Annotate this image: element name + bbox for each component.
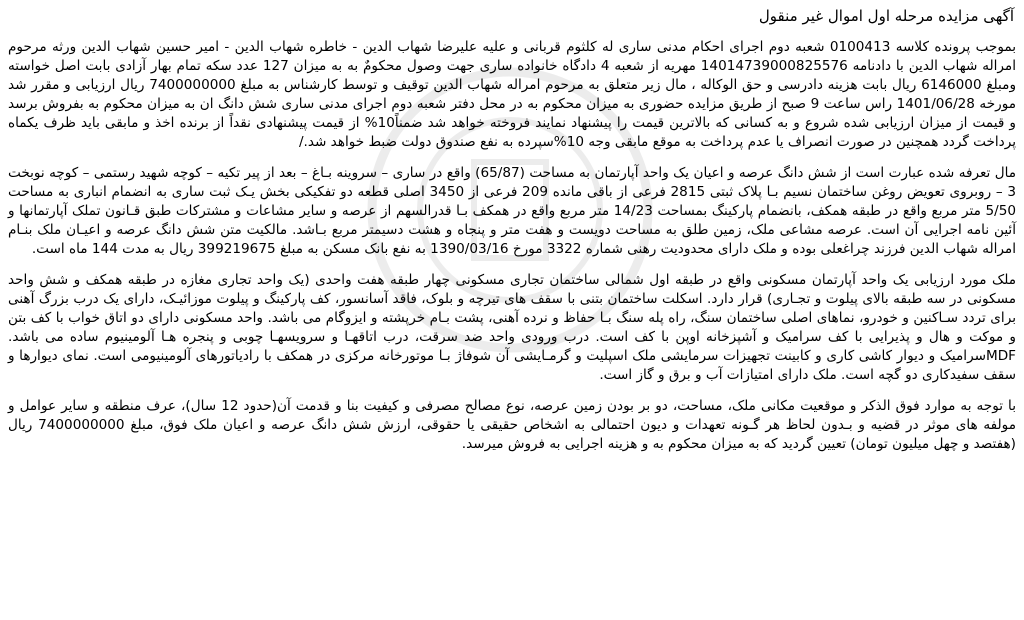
paragraph-valuation: با توجه به موارد فوق الذکر و موقعیت مکانی ملک، مساحت، دو بر بودن زمین عرصه، نوع مصالح مصرفی و کیفیت بنا و قدمت آن(حدود 12 سال)، عرف منطقه و سایر عوامل و مولفه های موثر در قضیه و بـدون لحاظ هر گـونه تعهدات و دیون احتمالی به اشخاص حقیقی یا حقوقی، ارزش شش دانگ عرصه و اعیان ملک فوق، مبلغ 7400000000 ریال (هفتصد و چهل میلیون تومان) تعیین گردید که به میزان محکوم به و هزینه اجرایی به فروش میرسد. bbox=[8, 398, 1016, 452]
paragraph-property-description: مال تعرفه شده عبارت است از شش دانگ عرصه و اعیان یک واحد آپارتمان به مساحت (65/87) واقع در ساری – سروینه بـاغ – بعد از پیر تکیه – کوچه شهید رستمی – کوچه نوبخت 3 – روبروی تعویض روغن ساختمان نسیم بـا پلاک ثبتی 2815 فرعی از باقی مانده 209 فرعی از 3450 اصلی قطعه دو تفکیکی بخش یـک ثبت ساری به انضمام انباری به مساحت 5/50 متر مربع واقع در طبقه همکف، بانضمام پارکینگ بمساحت 14/23 متر مربع واقع در همکف بـا قدرالسهم از عرصه و سایر مشاعات و مشترکات طبق قـانون تملک آپارتمانها و آئین نامه اجرایی آن است. عرصه مشاعی ملک، زمین طلق به مساحت دویست و هفت متر و پنجاه و هشت دسیمتر مربع بـاشد. مالکیت متن شش دانگ عرصه و اعیـان ملک بنـام امراله شهاب الدین فرزند چراغعلی بوده و ملک دارای محدودیت رهنی شماره 3322 مورخ 1390/03/16 به نفع بانک مسکن به مبلغ 399219675 ریال به مدت 144 ماه است. bbox=[8, 165, 1017, 257]
notice-title: آگهی مزایده مرحله اول اموال غیر منقول bbox=[758, 7, 1014, 25]
paragraph-appraisal-details: ملک مورد ارزیابی یک واحد آپارتمان مسکونی واقع در طبقه اول شمالی ساختمان تجاری مسکونی چهار طبقه هفت واحدی (یک واحد تجاری مغازه در طبقه همکف و شش واحد مسکونی در سه طبقه بالای پیلوت و تجـاری) قرار دارد. اسکلت ساختمان بتنی با سقف های تیرچه و بلوک، فاقد آسانسور، کف پارکینگ و پیلوت موزائیـک، دارای یک درب بزرگ آهنی برای تردد سـاکنین و خودرو، نماهای اصلی ساختمان سنگ، راه پله سنگ بـا حفاظ و نرده آهنی، پشت بـام خرپشته و ایزوگام می باشد. واحد مسکونی دارای دو اتاق خواب با کف بتن و موکت و هال و پذیرایی با کف سرامیک و آشپزخانه اوپن با کف است. درب ورودی واحد ضد سرقت، درب اتاقهـا و سرویسهـا چوبی و پنجره هـا آلومینیوم ساده می باشد. MDFسرامیک و دیوار کاشی کاری و کابینت تجهیزات سرمایشی ملک اسپلیت و گرمـایشی آن شوفاژ بـا موتورخانه مرکزی در همکف با رادیاتورهای آلومینیومی است. نمای دیوارها و سقف سفیدکاری دو گچه است. ملک دارای امتیازات آب و برق و گاز است. bbox=[8, 272, 1016, 383]
paragraph-case-details: بموجب پرونده کلاسه 0100413 شعبه دوم اجرای احکام مدنی ساری له کلثوم قربانی و علیه علیرضا شهاب الدین - خاطره شهاب الدین - امیر حسین شهاب الدین ورثه مرحوم امراله شهاب الدین با دادنامه 14014739000825576 مهریه از شعبه 4 دادگاه خانواده ساری جهت وصول محکومٌ به به میزان 127 عدد سکه تمام بهار آزادی بابت اصل خواسته ومبلغ 6146000 ریال بابت هزینه دادرسی و حق الوکاله ، مال زیر متعلق به مرحوم امراله شهاب الدین توقیف و توسط کارشناس به مبلغ 7400000000 ریال ارزیابی و مقرر شد مورخه 1401/06/28 راس ساعت 9 صبح از طریق مزایده حضوری به میزان محکوم به در محل دفتر شعبه دوم اجرای مدنی ساری شش دانگ ان به میزان محکوم به بفروش برسد و قیمت از میزان ارزیابی شده شروع و به کسانی که بالاترین قیمت را پیشنهاد نمایند فروخته خواهد شد ضمناً10% از قیمت پیشنهادی نقداً از برنده اخذ و مابقی باید ظرف یکماه پرداخت گردد همچنین در صورت انصراف یا عدم پرداخت به موقع مابقی وجه 10%سپرده به نفع صندوق دولت ضبط خواهد شد./ bbox=[8, 39, 1017, 150]
